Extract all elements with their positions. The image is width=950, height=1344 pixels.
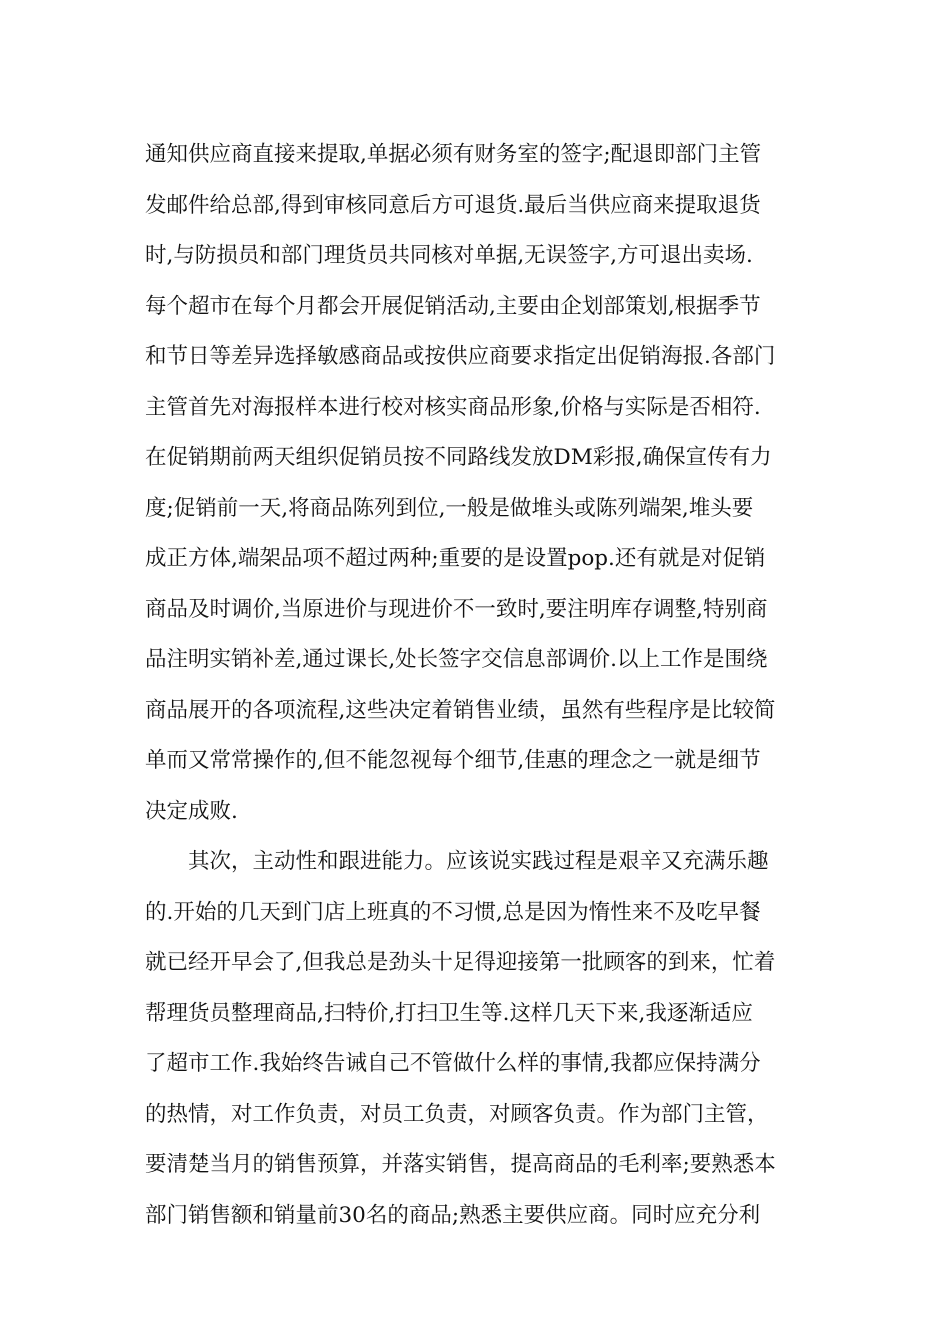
- text-line: 主管首先对海报样本进行校对核实商品形象,价格与实际是否相符.: [145, 394, 761, 420]
- text-line: 商品展开的各项流程,这些决定着销售业绩，虽然有些程序是比较简: [145, 697, 776, 723]
- text-line: 发邮件给总部,得到审核同意后方可退货.最后当供应商来提取退货: [145, 192, 761, 218]
- text-line: 的热情，对工作负责，对员工负责，对顾客负责。作为部门主管，: [145, 1101, 769, 1127]
- text-line: 度;促销前一天,将商品陈列到位,一般是做堆头或陈列端架,堆头要: [145, 495, 754, 521]
- text-line: 就已经开早会了,但我总是劲头十足得迎接第一批顾客的到来，忙着: [145, 950, 776, 975]
- text-line: 的.开始的几天到门店上班真的不习惯,总是因为惰性来不及吃早餐: [145, 899, 761, 925]
- text-line: 和节日等差异选择敏感商品或按供应商要求指定出促销海报.各部门: [145, 344, 776, 369]
- text-line: 要清楚当月的销售预算，并落实销售，提高商品的毛利率;要熟悉本: [145, 1152, 776, 1177]
- text-line: 商品及时调价,当原进价与现进价不一致时,要注明库存调整,特别商: [145, 596, 768, 622]
- text-line: 决定成败.: [145, 798, 238, 824]
- text-line: 通知供应商直接来提取,单据必须有财务室的签字;配退即部门主管: [145, 142, 762, 167]
- text-line: 成正方体,端架品项不超过两种;重要的是设置pop.还有就是对促销: [145, 546, 766, 571]
- text-line: 其次，主动性和跟进能力。应该说实践过程是艰辛又充满乐趣: [145, 849, 769, 874]
- text-line: 部门销售额和销量前30名的商品;熟悉主要供应商。同时应充分利: [145, 1202, 761, 1228]
- text-line: 品注明实销补差,通过课长,处长签字交信息部调价.以上工作是围绕: [145, 647, 768, 672]
- text-line: 帮理货员整理商品,扫特价,打扫卫生等.这样几天下来,我逐渐适应: [145, 1000, 753, 1026]
- text-line: 每个超市在每个月都会开展促销活动,主要由企划部策划,根据季节: [145, 293, 761, 319]
- text-line: 时,与防损员和部门理货员共同核对单据,无误签字,方可退出卖场.: [145, 243, 753, 268]
- body-text: [145, 130, 825, 1241]
- text-line: 了超市工作.我始终告诫自己不管做什么样的事情,我都应保持满分: [145, 1051, 761, 1076]
- text-line: 单而又常常操作的,但不能忽视每个细节,佳惠的理念之一就是细节: [145, 748, 761, 773]
- text-line: 在促销期前两天组织促销员按不同路线发放DM彩报,确保宣传有力: [145, 445, 772, 470]
